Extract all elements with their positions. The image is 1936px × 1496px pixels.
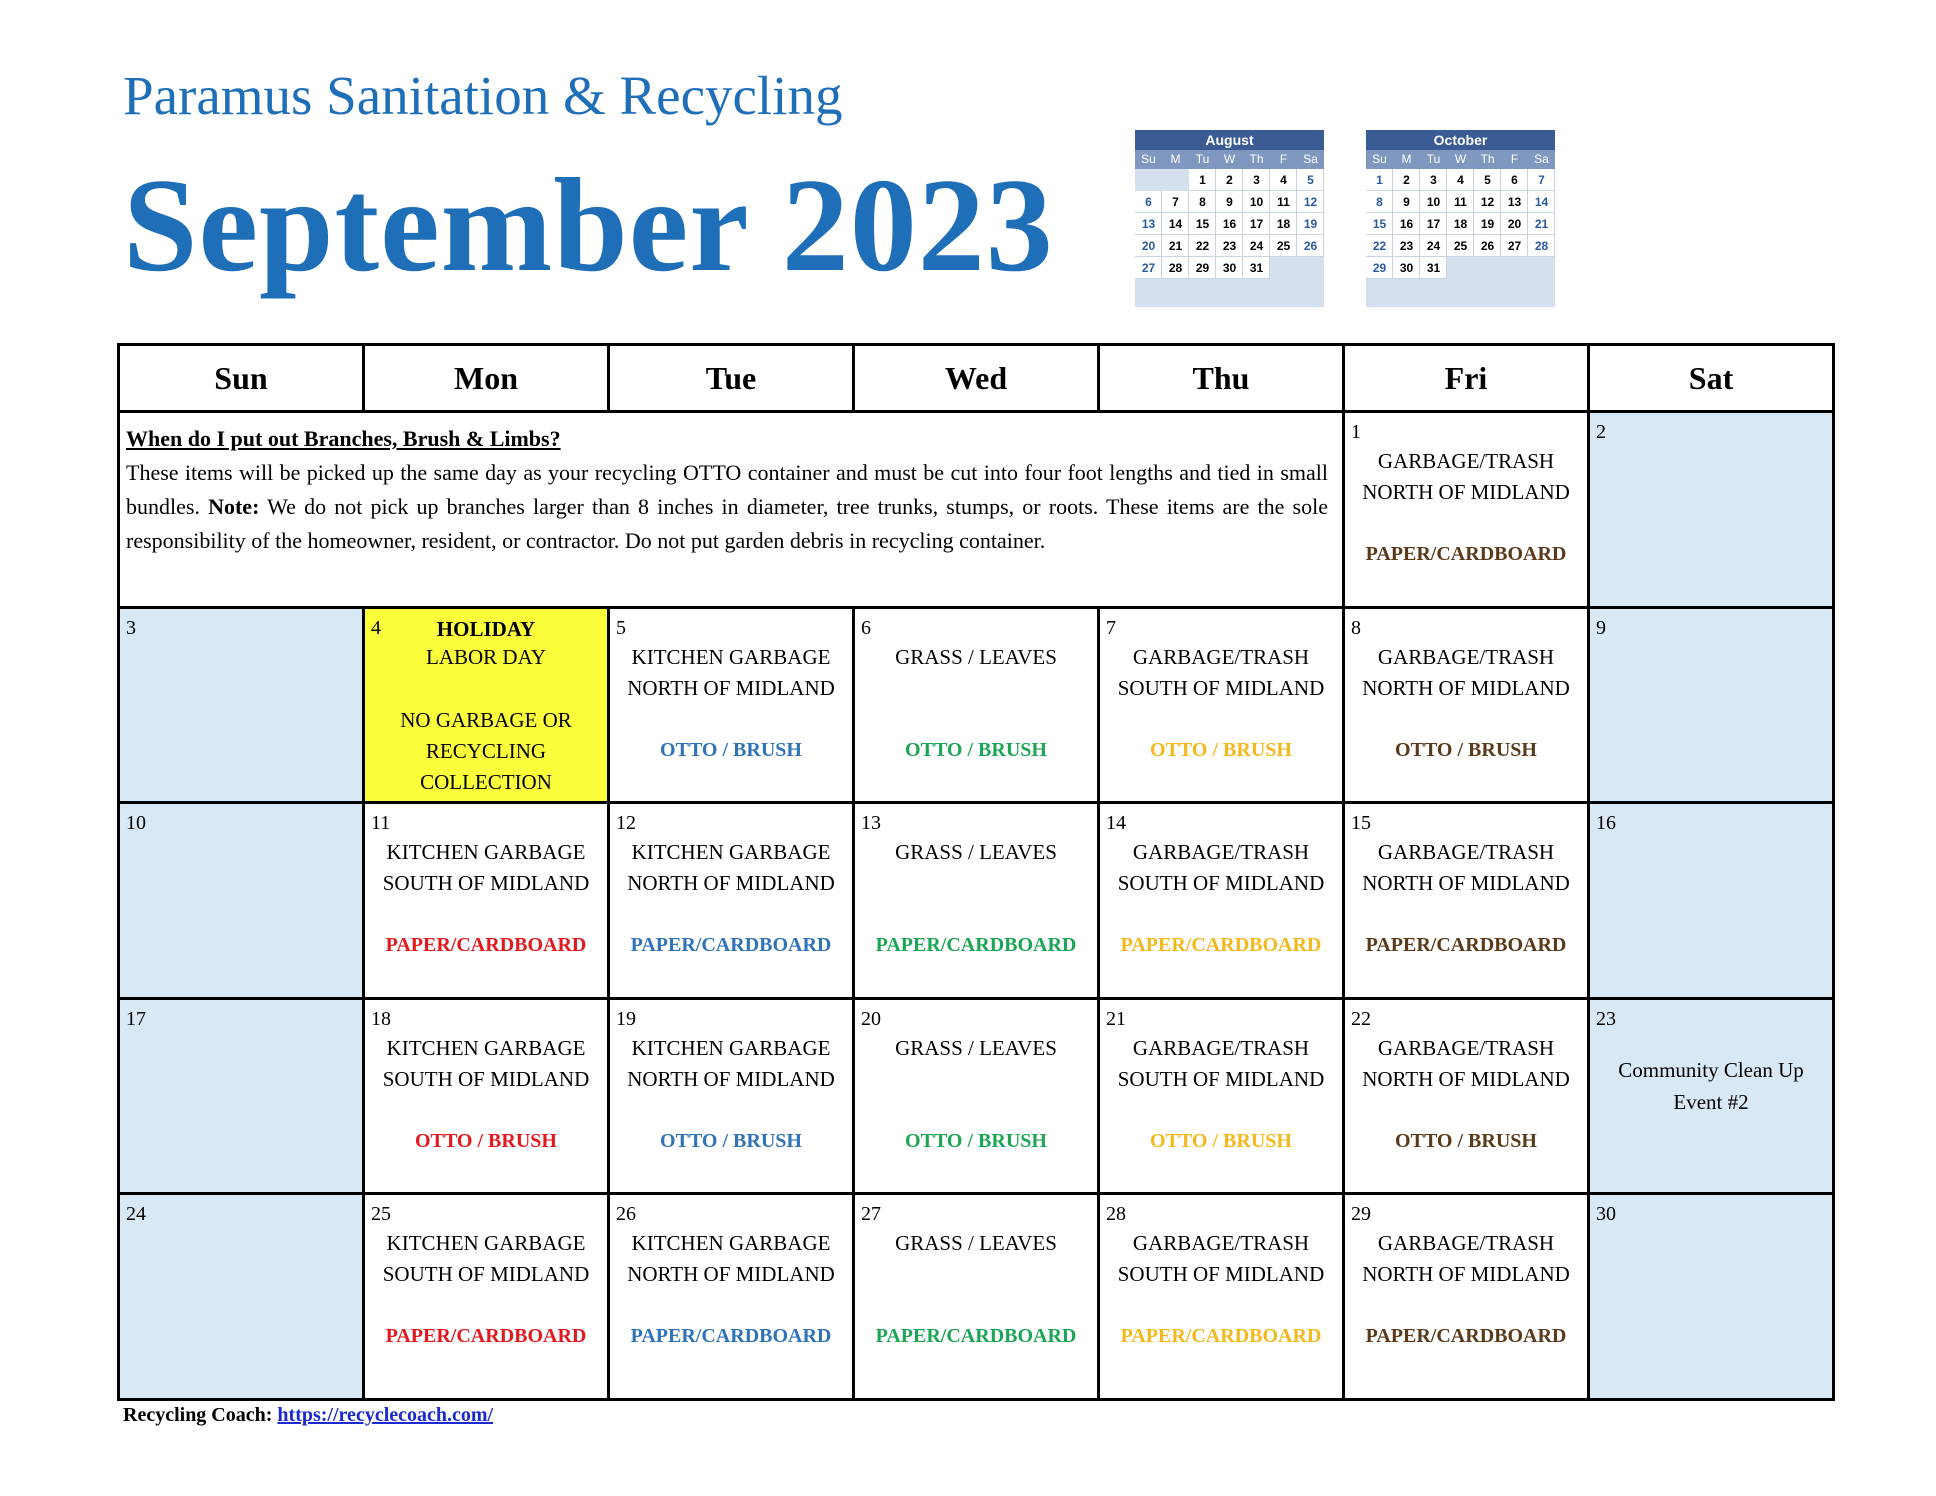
calendar-day xyxy=(609,607,854,803)
calendar-day xyxy=(1344,803,1589,999)
day-number: 23 xyxy=(1596,1007,1616,1030)
mini-calendar-day: 15 xyxy=(1366,213,1393,235)
collection-area: NORTH OF MIDLAND xyxy=(1362,675,1570,700)
weekday-header: Mon xyxy=(364,345,609,412)
mini-calendar-day: 17 xyxy=(1243,213,1270,235)
collection-area: NORTH OF MIDLAND xyxy=(627,675,835,700)
mini-calendar-day: 29 xyxy=(1189,257,1216,279)
calendar-week xyxy=(119,803,1834,999)
day-number: 28 xyxy=(1106,1203,1126,1226)
collection-area: NORTH OF MIDLAND xyxy=(1362,480,1570,505)
mini-calendar-august xyxy=(1135,130,1324,307)
recycling-tag: PAPER/CARDBOARD xyxy=(1365,543,1567,566)
mini-calendar-blank xyxy=(1135,169,1162,191)
mini-calendar-day: 14 xyxy=(1528,191,1555,213)
mini-calendar-day: 21 xyxy=(1528,213,1555,235)
collection-type: GRASS / LEAVES xyxy=(895,644,1057,669)
collection-type: KITCHEN GARBAGE xyxy=(631,1231,831,1256)
mini-calendar-weekday: Th xyxy=(1243,150,1270,169)
mini-calendar-day: 2 xyxy=(1393,169,1420,191)
brush-note-heading: When do I put out Branches, Brush & Limbs? xyxy=(126,426,561,452)
day-number: 12 xyxy=(616,812,636,835)
mini-calendar-day: 22 xyxy=(1366,235,1393,257)
recycling-tag: PAPER/CARDBOARD xyxy=(385,1325,587,1348)
day-number: 2 xyxy=(1596,421,1606,444)
calendar-day xyxy=(854,998,1099,1194)
collection-type: KITCHEN GARBAGE xyxy=(386,840,586,865)
calendar-week xyxy=(119,607,1834,803)
calendar-day xyxy=(364,998,609,1194)
event-line: Event #2 xyxy=(1673,1089,1749,1114)
mini-calendar-day: 28 xyxy=(1162,257,1189,279)
mini-calendar-day: 23 xyxy=(1216,235,1243,257)
mini-calendar-day: 23 xyxy=(1393,235,1420,257)
weekday-header: Fri xyxy=(1344,345,1589,412)
mini-calendar-weekday: Sa xyxy=(1528,150,1555,169)
recycling-tag: PAPER/CARDBOARD xyxy=(630,1325,832,1348)
collection-area: NORTH OF MIDLAND xyxy=(1362,1262,1570,1287)
mini-calendar-day: 24 xyxy=(1420,235,1447,257)
day-number: 26 xyxy=(616,1203,636,1226)
day-number: 20 xyxy=(861,1007,881,1030)
calendar-day xyxy=(1589,998,1834,1194)
collection-type: KITCHEN GARBAGE xyxy=(631,1035,831,1060)
recycling-tag: OTTO / BRUSH xyxy=(905,738,1047,761)
calendar-day xyxy=(1344,412,1589,608)
mini-calendar-month: October xyxy=(1366,130,1555,150)
page-title: September 2023 xyxy=(123,151,1054,299)
recycling-tag: OTTO / BRUSH xyxy=(660,738,802,761)
collection-area: SOUTH OF MIDLAND xyxy=(1117,1066,1325,1091)
recycle-coach-link[interactable]: https://recyclecoach.com/ xyxy=(277,1404,494,1426)
collection-area: SOUTH OF MIDLAND xyxy=(382,1262,590,1287)
mini-calendar-weekday: Su xyxy=(1135,150,1162,169)
calendar-day xyxy=(609,803,854,999)
calendar-day xyxy=(1589,607,1834,803)
collection-area: NORTH OF MIDLAND xyxy=(1362,871,1570,896)
collection-area: SOUTH OF MIDLAND xyxy=(1117,675,1325,700)
mini-calendar-day: 6 xyxy=(1501,169,1528,191)
holiday-notice-line: RECYCLING xyxy=(425,738,547,763)
mini-calendar-day: 20 xyxy=(1135,235,1162,257)
weekday-header: Tue xyxy=(609,345,854,412)
collection-area: NORTH OF MIDLAND xyxy=(627,1262,835,1287)
recycling-tag: PAPER/CARDBOARD xyxy=(1120,1325,1322,1348)
collection-type: KITCHEN GARBAGE xyxy=(386,1035,586,1060)
mini-calendar-day: 10 xyxy=(1243,191,1270,213)
mini-calendar-weekday: W xyxy=(1216,150,1243,169)
calendar-day xyxy=(1589,803,1834,999)
brush-note xyxy=(120,413,1342,558)
day-number: 11 xyxy=(371,812,391,835)
mini-calendar-october xyxy=(1366,130,1555,307)
collection-area: SOUTH OF MIDLAND xyxy=(1117,1262,1325,1287)
calendar-day xyxy=(1344,998,1589,1194)
mini-calendar-day: 5 xyxy=(1297,169,1324,191)
mini-calendar-day: 9 xyxy=(1216,191,1243,213)
day-number: 27 xyxy=(861,1203,881,1226)
mini-calendar-weekday: F xyxy=(1501,150,1528,169)
calendar-week xyxy=(119,998,1834,1194)
calendar-day xyxy=(854,803,1099,999)
mini-calendar-day: 19 xyxy=(1474,213,1501,235)
calendar-day xyxy=(1099,803,1344,999)
calendar-day xyxy=(1099,607,1344,803)
mini-calendar-day: 24 xyxy=(1243,235,1270,257)
mini-calendar-day: 30 xyxy=(1216,257,1243,279)
mini-calendar-day: 8 xyxy=(1366,191,1393,213)
mini-calendar-day: 4 xyxy=(1447,169,1474,191)
collection-type: GARBAGE/TRASH xyxy=(1377,1035,1555,1060)
mini-calendar-grid xyxy=(1135,150,1324,279)
mini-calendar-weekday: M xyxy=(1162,150,1189,169)
recycling-tag: PAPER/CARDBOARD xyxy=(385,934,587,957)
weekday-header: Thu xyxy=(1099,345,1344,412)
day-number: 8 xyxy=(1351,616,1361,639)
day-number: 16 xyxy=(1596,812,1616,835)
collection-area: NORTH OF MIDLAND xyxy=(627,871,835,896)
event-line: Community Clean Up xyxy=(1618,1057,1804,1082)
mini-calendar-weekday: Tu xyxy=(1420,150,1447,169)
weekday-header: Wed xyxy=(854,345,1099,412)
holiday-title: HOLIDAY xyxy=(436,616,536,641)
collection-area: SOUTH OF MIDLAND xyxy=(382,871,590,896)
calendar-day xyxy=(364,803,609,999)
day-number: 24 xyxy=(126,1203,146,1226)
calendar-day xyxy=(364,1194,609,1400)
recycling-tag: OTTO / BRUSH xyxy=(1395,738,1537,761)
collection-type: GRASS / LEAVES xyxy=(895,1231,1057,1256)
day-number: 25 xyxy=(371,1203,391,1226)
day-number: 17 xyxy=(126,1007,146,1030)
day-number: 14 xyxy=(1106,812,1126,835)
mini-calendar-day: 13 xyxy=(1135,213,1162,235)
brush-note-label: Note: xyxy=(208,494,260,520)
recycling-tag: OTTO / BRUSH xyxy=(1395,1129,1537,1152)
recycling-tag: PAPER/CARDBOARD xyxy=(875,1325,1077,1348)
calendar-day xyxy=(854,1194,1099,1400)
mini-calendar-day: 27 xyxy=(1135,257,1162,279)
mini-calendar-day: 22 xyxy=(1189,235,1216,257)
weekday-header: Sun xyxy=(119,345,364,412)
mini-calendar-weekday: M xyxy=(1393,150,1420,169)
mini-calendar-day: 16 xyxy=(1393,213,1420,235)
day-number: 6 xyxy=(861,616,871,639)
mini-calendar-day: 30 xyxy=(1393,257,1420,279)
mini-calendar-day: 10 xyxy=(1420,191,1447,213)
calendar-day xyxy=(854,607,1099,803)
day-number: 30 xyxy=(1596,1203,1616,1226)
footer xyxy=(123,1404,493,1427)
collection-type: GARBAGE/TRASH xyxy=(1377,840,1555,865)
day-number: 29 xyxy=(1351,1203,1371,1226)
calendar-grid xyxy=(117,343,1835,1401)
calendar-day xyxy=(119,998,364,1194)
mini-calendar-weekday: W xyxy=(1447,150,1474,169)
calendar-day xyxy=(119,607,364,803)
day-number: 5 xyxy=(616,616,626,639)
mini-calendar-day: 25 xyxy=(1270,235,1297,257)
brush-note-cell xyxy=(119,412,1344,608)
calendar-day xyxy=(119,803,364,999)
recycling-tag: OTTO / BRUSH xyxy=(1150,738,1292,761)
recycling-tag: OTTO / BRUSH xyxy=(415,1129,557,1152)
collection-type: GARBAGE/TRASH xyxy=(1132,1231,1310,1256)
calendar-day xyxy=(1589,412,1834,608)
page-subtitle: Paramus Sanitation & Recycling xyxy=(123,65,843,126)
holiday-notice-line: COLLECTION xyxy=(420,769,552,794)
day-number: 13 xyxy=(861,812,881,835)
calendar-day xyxy=(1344,607,1589,803)
mini-calendar-weekday: Tu xyxy=(1189,150,1216,169)
day-number: 3 xyxy=(126,616,136,639)
mini-calendar-day: 26 xyxy=(1297,235,1324,257)
collection-type: GRASS / LEAVES xyxy=(895,840,1057,865)
mini-calendar-blank xyxy=(1162,169,1189,191)
mini-calendar-day: 31 xyxy=(1420,257,1447,279)
mini-calendar-day: 12 xyxy=(1297,191,1324,213)
mini-calendar-weekday: Th xyxy=(1474,150,1501,169)
mini-calendar-weekday: F xyxy=(1270,150,1297,169)
day-number: 4 xyxy=(371,616,381,639)
mini-calendar-day: 3 xyxy=(1420,169,1447,191)
mini-calendar-day: 14 xyxy=(1162,213,1189,235)
mini-calendar-day: 7 xyxy=(1162,191,1189,213)
mini-calendar-day: 20 xyxy=(1501,213,1528,235)
community-event xyxy=(1590,1054,1832,1118)
calendar-day xyxy=(1099,1194,1344,1400)
mini-calendar-day: 2 xyxy=(1216,169,1243,191)
calendar-day xyxy=(1099,998,1344,1194)
collection-type: GARBAGE/TRASH xyxy=(1132,644,1310,669)
collection-type: GARBAGE/TRASH xyxy=(1132,1035,1310,1060)
day-number: 1 xyxy=(1351,421,1361,444)
mini-calendar-day: 21 xyxy=(1162,235,1189,257)
day-number: 22 xyxy=(1351,1007,1371,1030)
mini-calendar-day: 26 xyxy=(1474,235,1501,257)
mini-calendar-day: 18 xyxy=(1270,213,1297,235)
collection-type: GRASS / LEAVES xyxy=(895,1035,1057,1060)
mini-calendar-day: 1 xyxy=(1189,169,1216,191)
day-number: 9 xyxy=(1596,616,1606,639)
collection-area: SOUTH OF MIDLAND xyxy=(382,1066,590,1091)
recycling-tag: OTTO / BRUSH xyxy=(1150,1129,1292,1152)
mini-calendar-day: 18 xyxy=(1447,213,1474,235)
holiday-notice xyxy=(365,705,607,798)
collection-type: GARBAGE/TRASH xyxy=(1377,1231,1555,1256)
holiday-name: LABOR DAY xyxy=(426,644,546,669)
day-number: 10 xyxy=(126,812,146,835)
day-number: 7 xyxy=(1106,616,1116,639)
recycling-tag: OTTO / BRUSH xyxy=(660,1129,802,1152)
mini-calendar-day: 11 xyxy=(1447,191,1474,213)
mini-calendar-month: August xyxy=(1135,130,1324,150)
mini-calendar-day: 29 xyxy=(1366,257,1393,279)
mini-calendar-day: 12 xyxy=(1474,191,1501,213)
recycling-tag: PAPER/CARDBOARD xyxy=(1365,1325,1567,1348)
day-number: 19 xyxy=(616,1007,636,1030)
mini-calendar-weekday: Su xyxy=(1366,150,1393,169)
mini-calendar-day: 7 xyxy=(1528,169,1555,191)
mini-calendar-day: 17 xyxy=(1420,213,1447,235)
collection-area: SOUTH OF MIDLAND xyxy=(1117,871,1325,896)
calendar-week xyxy=(119,1194,1834,1400)
mini-calendar-day: 5 xyxy=(1474,169,1501,191)
holiday-notice-line: NO GARBAGE OR xyxy=(400,707,572,732)
collection-type: KITCHEN GARBAGE xyxy=(386,1231,586,1256)
mini-calendar-day: 13 xyxy=(1501,191,1528,213)
mini-calendar-day: 3 xyxy=(1243,169,1270,191)
day-number: 15 xyxy=(1351,812,1371,835)
mini-calendar-day: 9 xyxy=(1393,191,1420,213)
collection-type: KITCHEN GARBAGE xyxy=(631,840,831,865)
calendar-day xyxy=(609,1194,854,1400)
brush-note-text: These items will be picked up the same day as your recycling OTTO container and must be cut into four foot lengths and tied in small bundles. xyxy=(126,460,1328,520)
mini-calendar-day: 15 xyxy=(1189,213,1216,235)
mini-calendar-day: 31 xyxy=(1243,257,1270,279)
recycling-tag: PAPER/CARDBOARD xyxy=(1365,934,1567,957)
mini-calendar-day: 1 xyxy=(1366,169,1393,191)
collection-type: GARBAGE/TRASH xyxy=(1377,644,1555,669)
footer-label: Recycling Coach: xyxy=(123,1404,273,1426)
mini-calendar-weekday: Sa xyxy=(1297,150,1324,169)
day-number: 21 xyxy=(1106,1007,1126,1030)
weekday-header-row xyxy=(119,345,1834,412)
brush-note-text: We do not pick up branches larger than 8 inches in diameter, tree trunks, stumps, or roots. These items are the sole responsibility of the homeowner, resident, or contractor. Do not put garden debris in recycling container. xyxy=(126,494,1328,554)
collection-area: NORTH OF MIDLAND xyxy=(627,1066,835,1091)
holiday-day xyxy=(364,607,609,803)
mini-calendar-day: 8 xyxy=(1189,191,1216,213)
recycling-tag: PAPER/CARDBOARD xyxy=(875,934,1077,957)
mini-calendar-day: 16 xyxy=(1216,213,1243,235)
mini-calendar-day: 4 xyxy=(1270,169,1297,191)
mini-calendar-day: 27 xyxy=(1501,235,1528,257)
calendar-day xyxy=(609,998,854,1194)
mini-calendar-day: 11 xyxy=(1270,191,1297,213)
calendar-day xyxy=(119,1194,364,1400)
collection-type: KITCHEN GARBAGE xyxy=(631,644,831,669)
mini-calendar-day: 25 xyxy=(1447,235,1474,257)
collection-type: GARBAGE/TRASH xyxy=(1377,449,1555,474)
calendar-day xyxy=(1589,1194,1834,1400)
calendar-day xyxy=(1344,1194,1589,1400)
mini-calendar-day: 6 xyxy=(1135,191,1162,213)
day-number: 18 xyxy=(371,1007,391,1030)
calendar-week xyxy=(119,412,1834,608)
recycling-tag: PAPER/CARDBOARD xyxy=(1120,934,1322,957)
collection-area: NORTH OF MIDLAND xyxy=(1362,1066,1570,1091)
mini-calendar-grid xyxy=(1366,150,1555,279)
recycling-tag: OTTO / BRUSH xyxy=(905,1129,1047,1152)
recycling-tag: PAPER/CARDBOARD xyxy=(630,934,832,957)
mini-calendar-day: 28 xyxy=(1528,235,1555,257)
collection-type: GARBAGE/TRASH xyxy=(1132,840,1310,865)
weekday-header: Sat xyxy=(1589,345,1834,412)
mini-calendar-day: 19 xyxy=(1297,213,1324,235)
